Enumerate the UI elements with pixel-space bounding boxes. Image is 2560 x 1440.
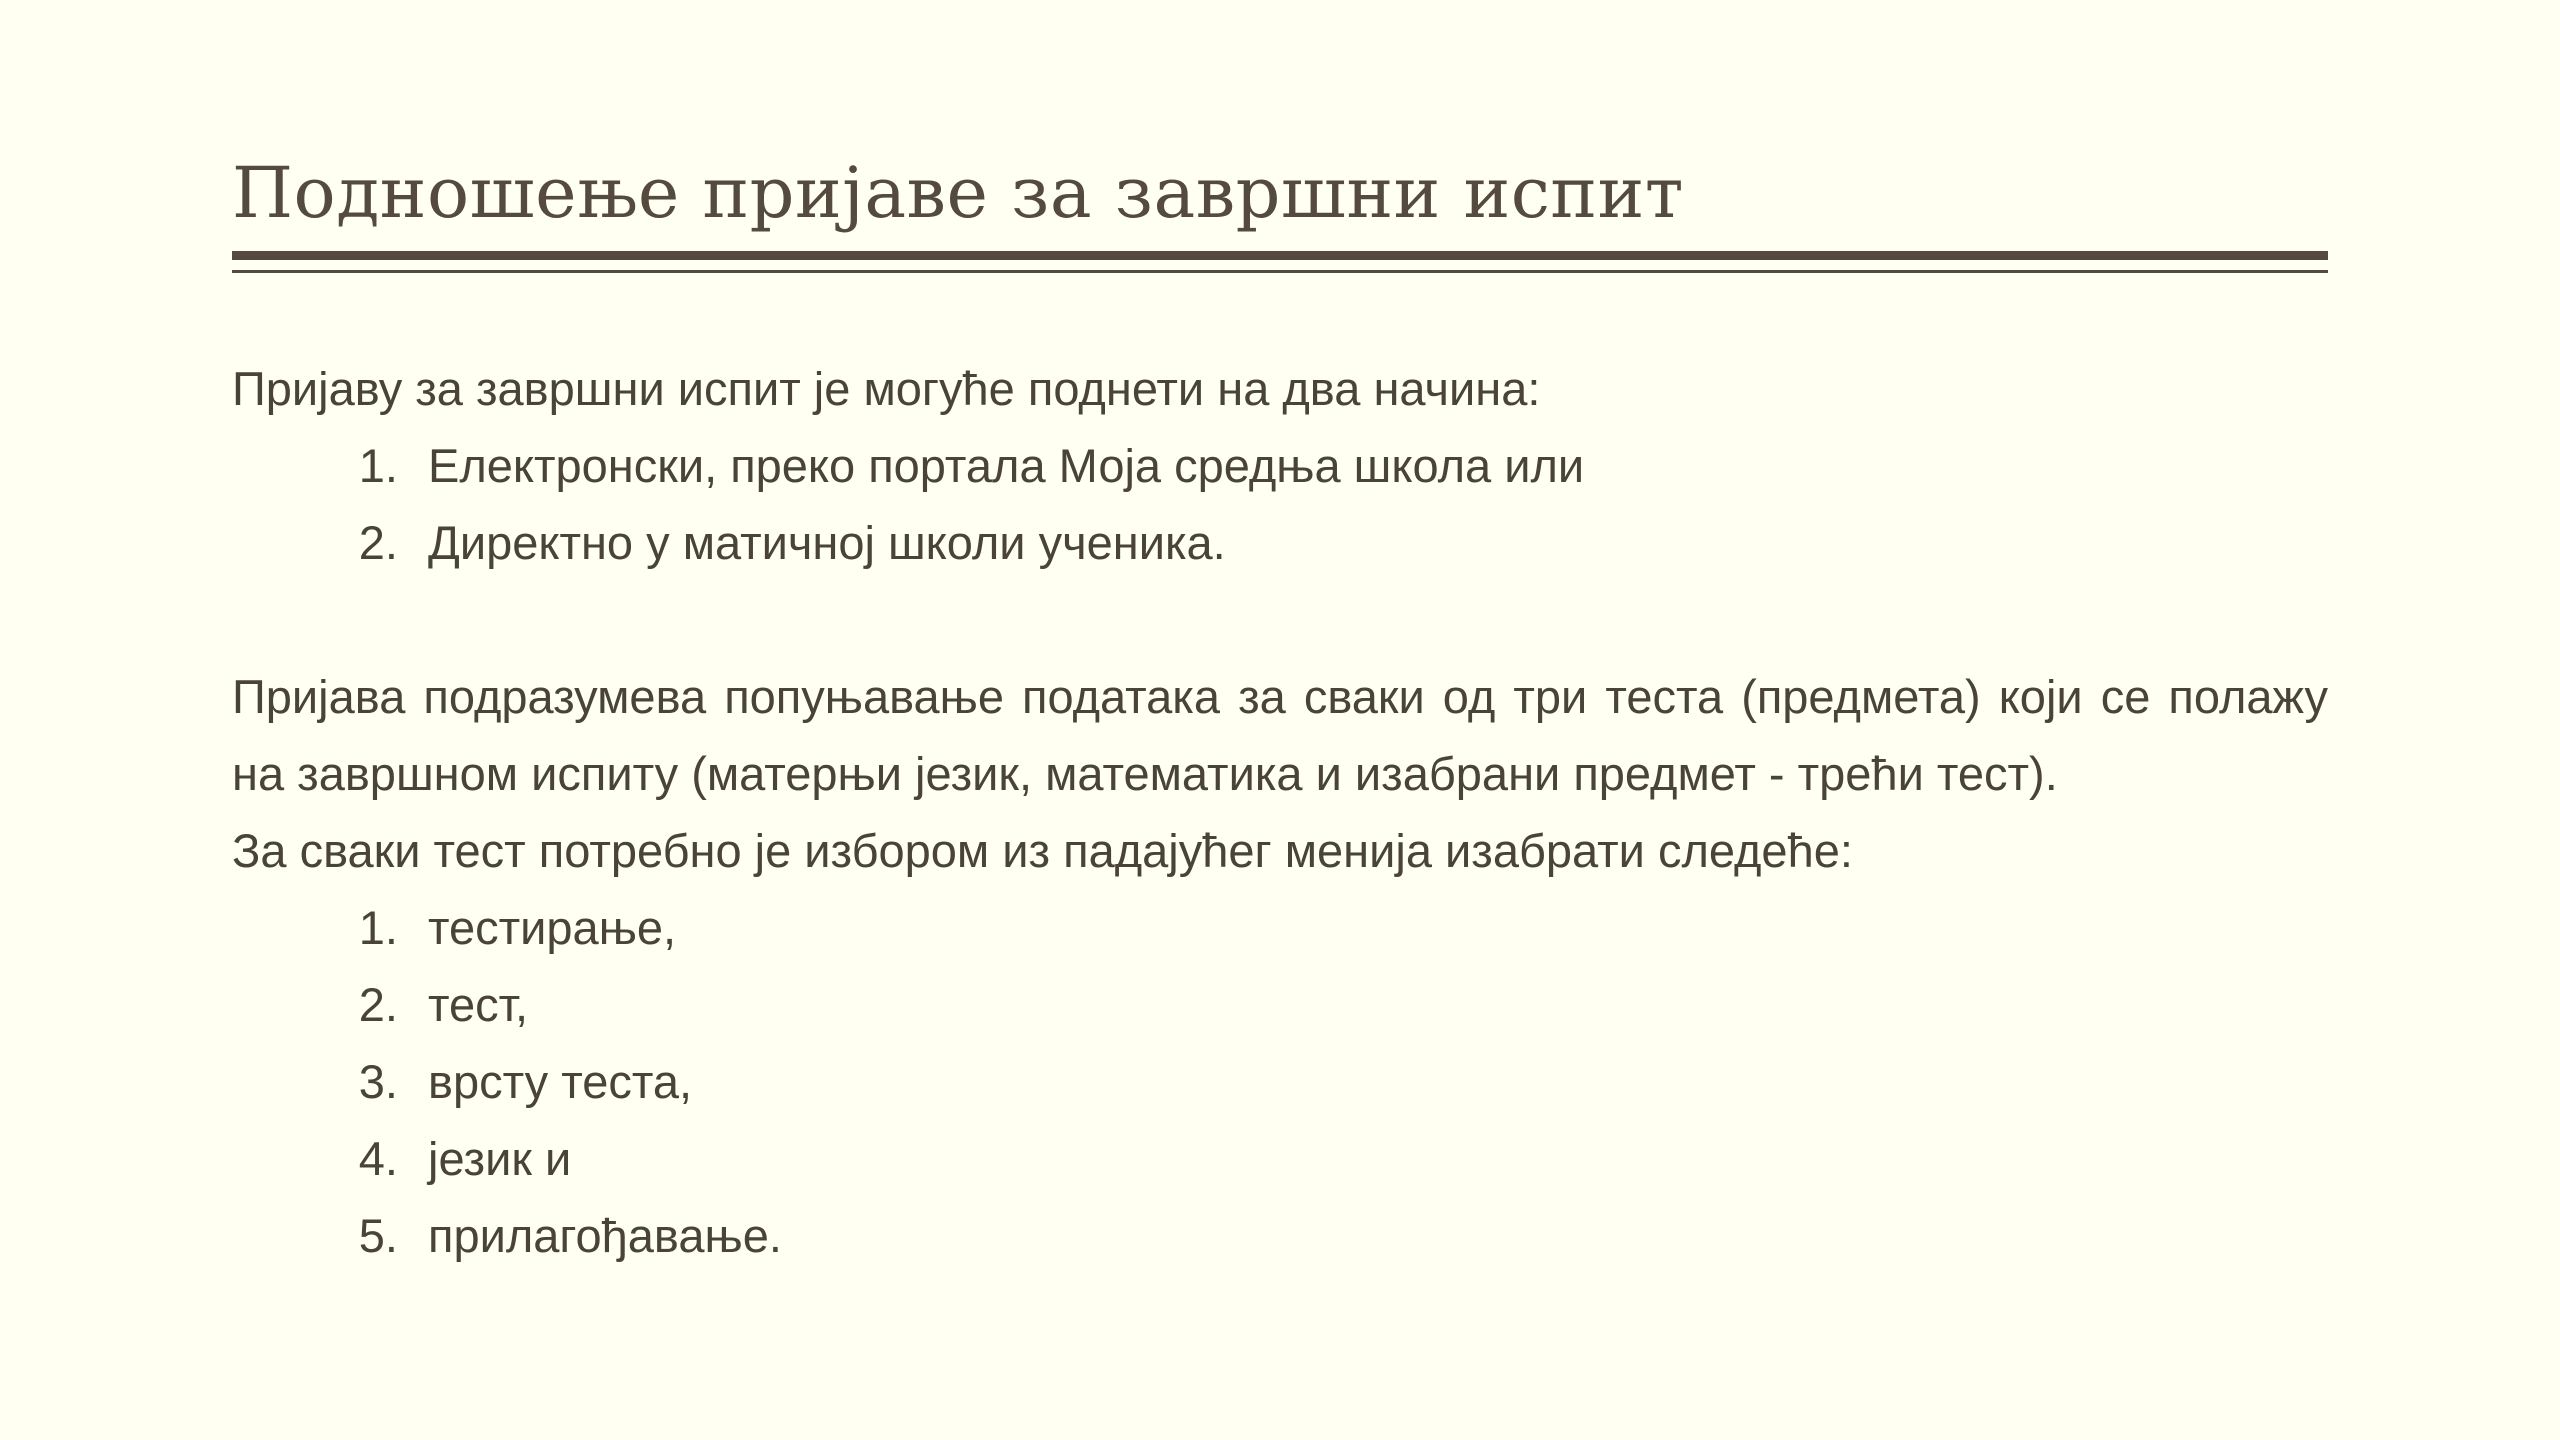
title-divider-thin bbox=[232, 270, 2328, 273]
required-fields-list bbox=[232, 889, 2328, 1274]
slide-body bbox=[232, 350, 2328, 1274]
list-item-text: језик и bbox=[428, 1132, 572, 1185]
list-item-text: Директно у матичној школи ученика. bbox=[428, 516, 1226, 569]
list-item bbox=[232, 427, 2328, 504]
list-item bbox=[232, 1197, 2328, 1274]
list-item-number: 2. bbox=[358, 516, 398, 569]
list-item bbox=[232, 1120, 2328, 1197]
list-item bbox=[232, 504, 2328, 581]
slide-title: Подношење пријаве за завршни испит bbox=[232, 152, 1684, 234]
list-item-number: 1. bbox=[358, 439, 398, 492]
description-text: Пријава подразумева попуњавање података за сваки од три теста (предмета) који се полажу на завршном испиту (матерњи језик, математика и изабрани предмет - трећи тест). bbox=[232, 670, 2328, 800]
list-item-number: 4. bbox=[358, 1132, 398, 1185]
list-item-text: прилагођавање. bbox=[428, 1209, 782, 1262]
list-item-number: 5. bbox=[358, 1209, 398, 1262]
list-item bbox=[232, 966, 2328, 1043]
list-item-number: 3. bbox=[358, 1055, 398, 1108]
list-item-text: тест, bbox=[428, 978, 529, 1031]
list-item bbox=[232, 889, 2328, 966]
list-item bbox=[232, 1043, 2328, 1120]
list-item-text: тестирање, bbox=[428, 901, 677, 954]
submission-methods-list bbox=[232, 427, 2328, 581]
list-item-text: врсту теста, bbox=[428, 1055, 693, 1108]
instruction-text: За сваки тест потребно је избором из падајућег менија изабрати следеће: bbox=[232, 824, 1853, 877]
intro-text: Пријаву за завршни испит је могуће поднети на два начина: bbox=[232, 362, 1541, 415]
list-item-text: Електронски, преко портала Моја средња школа или bbox=[428, 439, 1585, 492]
list-item-number: 2. bbox=[358, 978, 398, 1031]
paragraph-spacer bbox=[232, 581, 2328, 658]
list-item-number: 1. bbox=[358, 901, 398, 954]
title-divider-thick bbox=[232, 251, 2328, 260]
